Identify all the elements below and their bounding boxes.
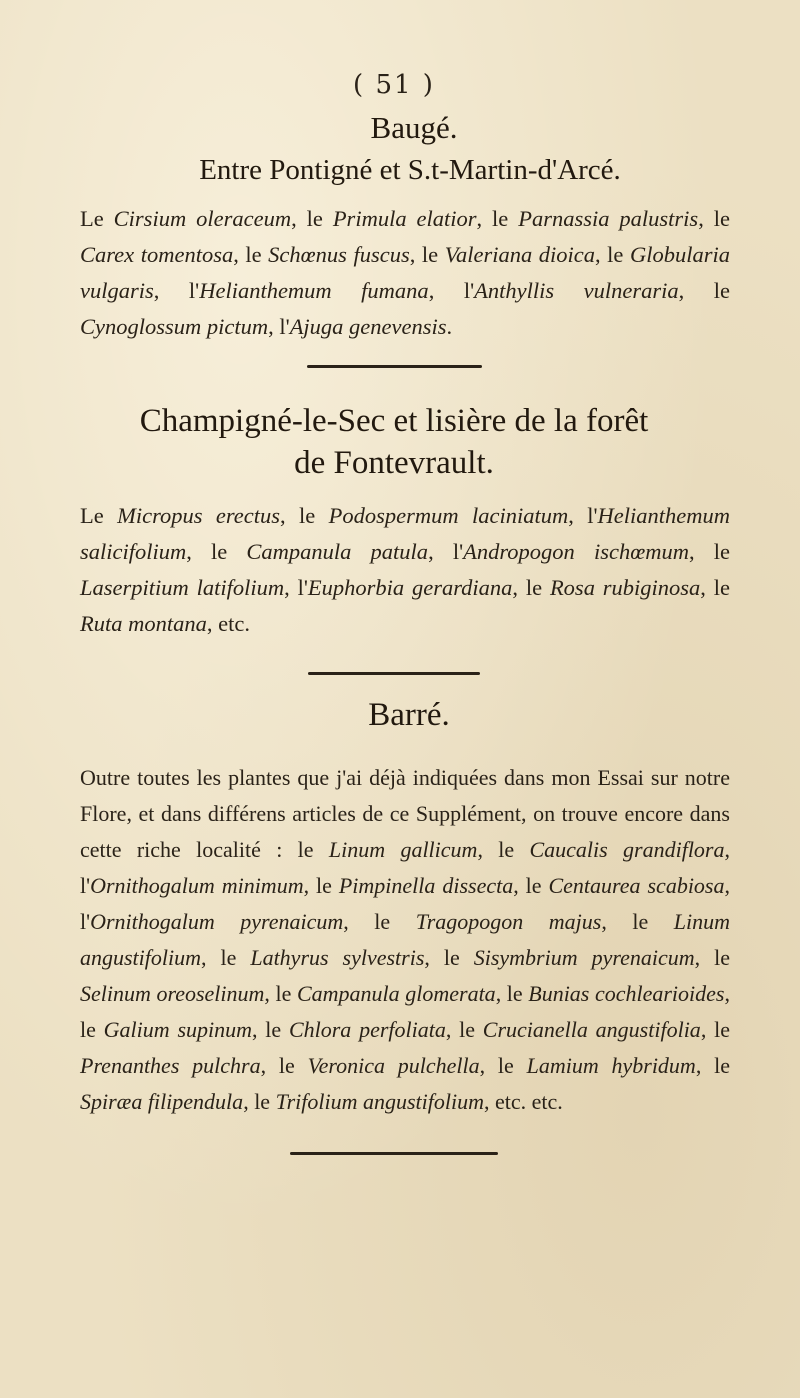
heading-line: Champigné-le-Sec et lisière de la forêt bbox=[139, 403, 649, 439]
section-subheading-pontigne: Entre Pontigné et S.t-Martin-d'Arcé. bbox=[199, 154, 621, 186]
section-heading-bauge: Baugé. bbox=[370, 110, 458, 145]
page-number: ( 51 ) bbox=[353, 70, 435, 100]
section-divider bbox=[290, 1152, 498, 1155]
section-divider bbox=[307, 365, 482, 368]
plant-list-paragraph: Outre toutes les plantes que j'ai déjà indiquées dans mon Essai sur notre Flore, et dans différens articles de ce Supplément, on trouve encore dans cette riche localité : le Linum gallicum, le Caucalis grandiflora, l'Ornithogalum minimum, le Pimpinella dissecta, le Centaurea scabiosa, l'Ornithogalum pyrenaicum, le Tragopogon majus, le Linum angustifolium, le Lathyrus sylvestris, le Sisymbrium pyrenaicum, le Selinum oreoselinum, le Campanula glomerata, le Bunias cochlearioides, le Galium supinum, le Chlora perfoliata, le Crucianella angustifolia, le Prenanthes pulchra, le Veronica pulchella, le Lamium hybridum, le Spiræa filipendula, le Trifolium angustifolium, etc. etc. bbox=[80, 765, 730, 1114]
heading-line: de Fontevrault. bbox=[294, 445, 494, 481]
section-heading-barre: Barré. bbox=[368, 697, 450, 733]
plant-list-paragraph: Le Cirsium oleraceum, le Primula elatior, le Parnassia palustris, le Carex tomentosa, le Schœnus fuscus, le Valeriana dioica, le Globularia vulgaris, l'Helianthemum fumana, l'Anthyllis vulneraria, le Cynoglossum pictum, l'Ajuga genevensis. bbox=[80, 206, 730, 339]
section-divider bbox=[308, 672, 480, 675]
plant-list-paragraph: Le Micropus erectus, le Podospermum laciniatum, l'Helianthemum salicifolium, le Campanula patula, l'Andropogon ischœmum, le Laserpitium latifolium, l'Euphorbia gerardiana, le Rosa rubiginosa, le Ruta montana, etc. bbox=[80, 503, 731, 636]
section-heading-champigne bbox=[58, 400, 730, 484]
